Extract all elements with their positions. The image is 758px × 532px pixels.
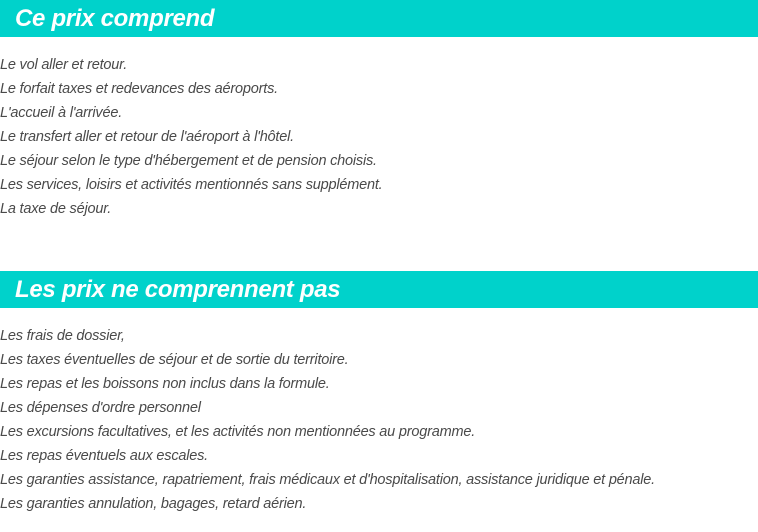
list-item: Les taxes éventuelles de séjour et de sortie du territoire.	[0, 352, 349, 368]
included-list	[0, 53, 383, 221]
list-item: Les garanties assistance, rapatriement, frais médicaux et d'hospitalisation, assistance juridique et pénale.	[0, 472, 655, 488]
list-item: Les repas éventuels aux escales.	[0, 448, 209, 464]
excluded-list	[0, 324, 655, 516]
list-item: Le séjour selon le type d'hébergement et de pension choisis.	[0, 153, 377, 169]
section-title: Ce prix comprend	[15, 5, 215, 32]
list-item: Les excursions facultatives, et les activités non mentionnées au programme.	[0, 424, 476, 440]
list-item: L'accueil à l'arrivée.	[0, 105, 123, 121]
section-title: Les prix ne comprennent pas	[15, 276, 341, 303]
list-item: Les garanties annulation, bagages, retard aérien.	[0, 496, 307, 512]
list-item: Les frais de dossier,	[0, 328, 125, 344]
list-item: La taxe de séjour.	[0, 201, 112, 217]
list-item: Le transfert aller et retour de l'aéroport à l'hôtel.	[0, 129, 294, 145]
list-item: Les repas et les boissons non inclus dans la formule.	[0, 376, 330, 392]
list-item: Le vol aller et retour.	[0, 57, 128, 73]
list-item: Les dépenses d'ordre personnel	[0, 400, 201, 416]
section-header-excluded	[0, 271, 758, 308]
section-header-included	[0, 0, 758, 37]
list-item: Le forfait taxes et redevances des aéroports.	[0, 81, 278, 97]
list-item: Les services, loisirs et activités mentionnés sans supplément.	[0, 177, 383, 193]
